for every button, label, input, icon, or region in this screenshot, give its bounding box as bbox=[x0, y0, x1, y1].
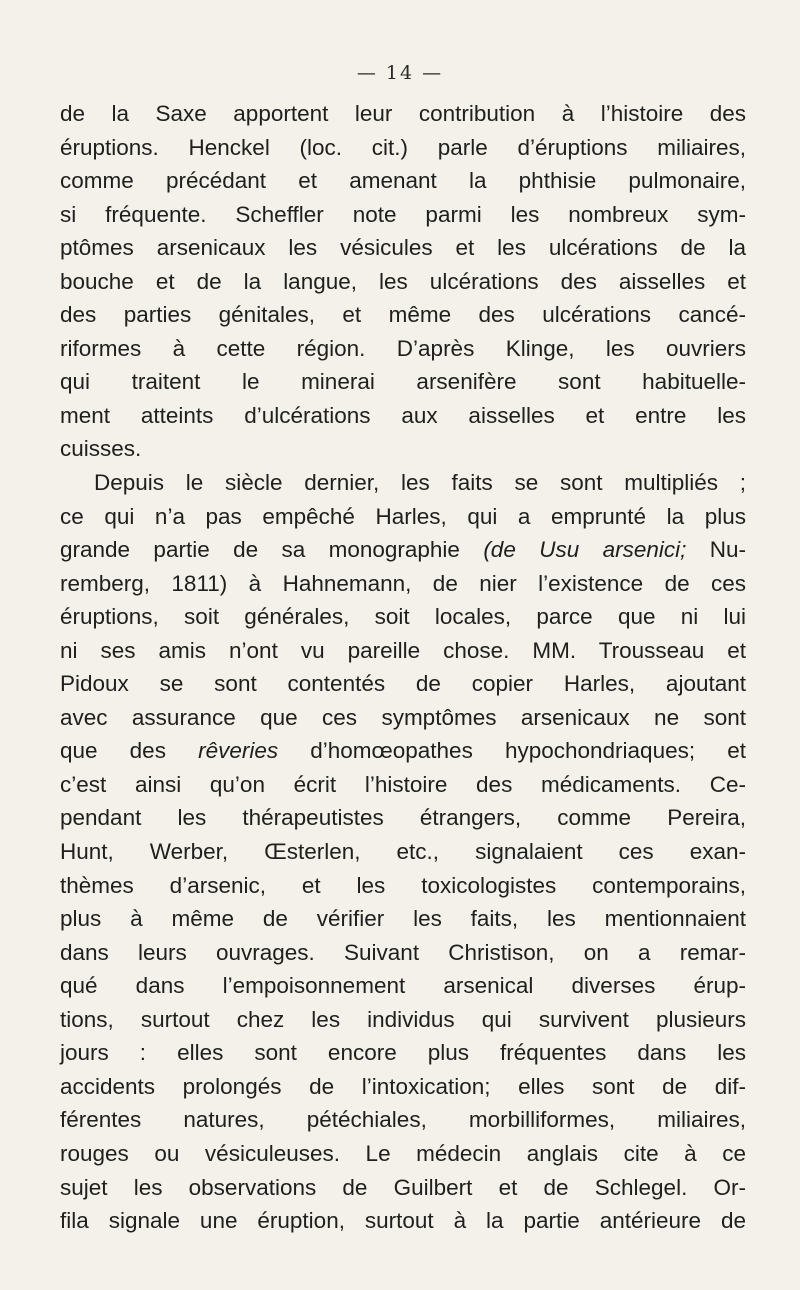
text-run: Nu- bbox=[686, 537, 746, 563]
text-line: avec assurance que ces symptômes arsenicaux ne sont bbox=[60, 704, 746, 730]
text-line: qui traitent le minerai arsenifère sont habituelle- bbox=[60, 369, 746, 395]
text-line: thèmes d’arsenic, et les toxicologistes contemporains, bbox=[60, 872, 746, 898]
text-line: dans leurs ouvrages. Suivant Christison, on a remar- bbox=[60, 939, 746, 965]
text-line: rouges ou vésiculeuses. Le médecin anglais cite à ce bbox=[60, 1140, 746, 1166]
text-line: ce qui n’a pas empêché Harles, qui a emprunté la plus bbox=[60, 503, 746, 529]
text-run: grande partie de sa monographie bbox=[60, 537, 484, 563]
text-line: plus à même de vérifier les faits, les mentionnaient bbox=[60, 906, 746, 932]
text-line: jours : elles sont encore plus fréquentes dans les bbox=[60, 1040, 746, 1066]
text-line: éruptions, soit générales, soit locales, parce que ni lui bbox=[60, 604, 746, 630]
text-line-with-italic bbox=[60, 734, 746, 768]
italic-word: rêveries bbox=[198, 738, 279, 764]
text-line: cuisses. bbox=[60, 436, 142, 462]
text-line-with-italic bbox=[60, 533, 746, 567]
text-run: que des bbox=[60, 738, 199, 764]
italic-title: (de Usu arsenici; bbox=[483, 537, 687, 563]
text-line: qué dans l’empoisonnement arsenical diverses érup- bbox=[60, 973, 746, 999]
page-number: — 14 — bbox=[356, 62, 444, 84]
text-line: éruptions. Henckel (loc. cit.) parle d’éruptions miliaires, bbox=[60, 134, 746, 160]
text-line: férentes natures, pétéchiales, morbilliformes, miliaires, bbox=[60, 1107, 746, 1133]
text-line: sujet les observations de Guilbert et de Schlegel. Or- bbox=[60, 1174, 746, 1200]
body-text bbox=[60, 97, 746, 1238]
text-line: riformes à cette région. D’après Klinge, les ouvriers bbox=[60, 335, 746, 361]
text-line: c’est ainsi qu’on écrit l’histoire des médicaments. Ce- bbox=[60, 771, 746, 797]
paragraph-start-line: Depuis le siècle dernier, les faits se sont multipliés ; bbox=[94, 470, 746, 496]
text-line: remberg, 1811) à Hahnemann, de nier l’existence de ces bbox=[60, 570, 746, 596]
text-line: ptômes arsenicaux les vésicules et les ulcérations de la bbox=[60, 235, 746, 261]
text-line: de la Saxe apportent leur contribution à l’histoire des bbox=[60, 101, 746, 126]
text-line: Pidoux se sont contentés de copier Harles, ajoutant bbox=[60, 671, 746, 697]
text-line: comme précédant et amenant la phthisie pulmonaire, bbox=[60, 168, 746, 194]
text-line: Hunt, Werber, Œsterlen, etc., signalaient ces exan- bbox=[60, 839, 746, 865]
text-line: pendant les thérapeutistes étrangers, comme Pereira, bbox=[60, 805, 746, 831]
text-run: d’homœopathes hypochondriaques; et bbox=[278, 738, 746, 764]
text-line: si fréquente. Scheffler note parmi les nombreux sym- bbox=[60, 201, 746, 227]
text-line: ni ses amis n’ont vu pareille chose. MM. Trousseau et bbox=[60, 637, 746, 663]
text-line: des parties génitales, et même des ulcérations cancé- bbox=[60, 302, 746, 328]
text-line: tions, surtout chez les individus qui survivent plusieurs bbox=[60, 1006, 746, 1032]
text-line: bouche et de la langue, les ulcérations des aisselles et bbox=[60, 268, 746, 294]
text-line: accidents prolongés de l’intoxication; elles sont de dif- bbox=[60, 1073, 746, 1099]
text-line: fila signale une éruption, surtout à la partie antérieure de bbox=[60, 1208, 746, 1234]
text-line: ment atteints d’ulcérations aux aisselles et entre les bbox=[60, 402, 746, 428]
